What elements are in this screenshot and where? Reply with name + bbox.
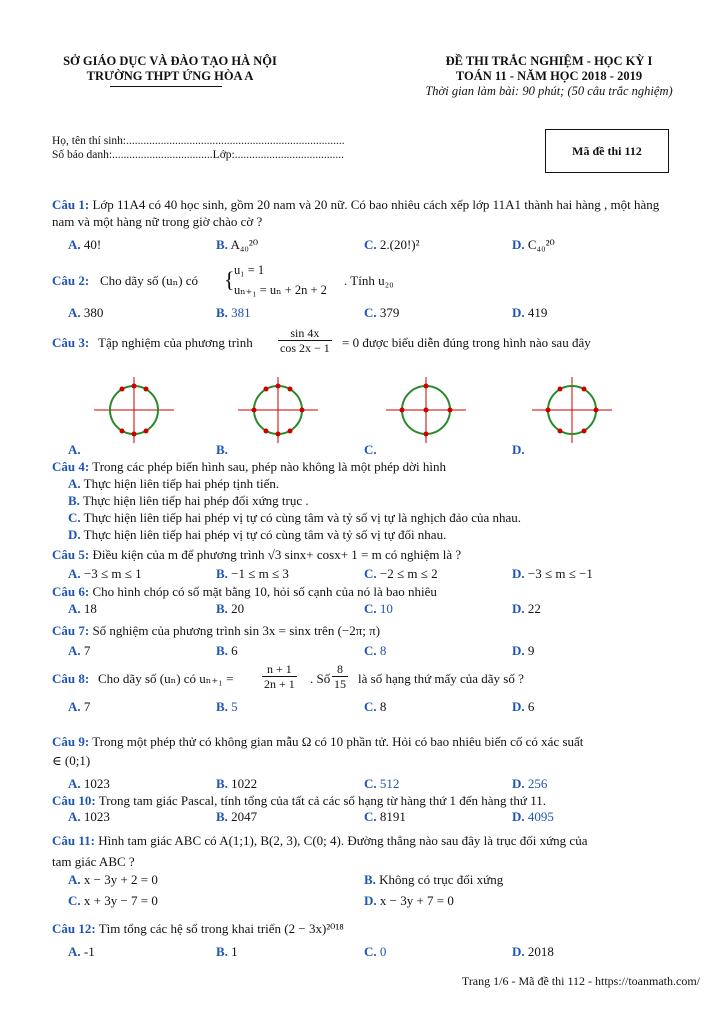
option-b[interactable]: B. xyxy=(216,442,228,457)
option-a[interactable]: A. 7 xyxy=(68,643,91,658)
option-d[interactable]: D. C₄₀²⁰ xyxy=(512,237,555,252)
option-a[interactable]: A. xyxy=(68,442,81,457)
question-label: Câu 11: xyxy=(52,833,95,848)
question-text: Tìm tổng các hệ số trong khai triển (2 − 3x)²⁰¹⁸ xyxy=(98,921,344,936)
option-a[interactable]: A. x − 3y + 2 = 0 xyxy=(68,872,158,887)
department-name: SỞ GIÁO DỤC VÀ ĐÀO TẠO HÀ NỘI xyxy=(63,54,277,68)
answers-2 xyxy=(68,305,678,323)
answers-4 xyxy=(68,475,521,543)
answers-5 xyxy=(68,566,678,584)
option-c[interactable]: C. 10 xyxy=(364,601,393,616)
option-b[interactable]: B. 381 xyxy=(216,305,251,320)
option-d[interactable]: D. Thực hiện liên tiếp hai phép vị tự có cùng tâm và tỷ số vị tự đối nhau. xyxy=(68,527,447,542)
question-text: Trong tam giác Pascal, tính tổng của tất cả các số hạng từ hàng thứ 1 đến hàng thứ 11. xyxy=(98,793,546,808)
student-id-line: Số báo danh:...................................Lớp:...................................... xyxy=(52,149,344,161)
exam-code: Mã đề thi 112 xyxy=(572,143,642,158)
question-label: Câu 3: xyxy=(52,335,90,350)
question-text: Cho hình chóp có số mặt bằng 10, hỏi số cạnh của nó là bao nhiêu xyxy=(92,584,437,599)
question-8 xyxy=(52,662,672,696)
option-a[interactable]: A. 18 xyxy=(68,601,97,616)
question-label: Câu 12: xyxy=(52,921,96,936)
option-d[interactable]: D. 4095 xyxy=(512,809,554,824)
option-b[interactable]: B. 20 xyxy=(216,601,245,616)
question-5 xyxy=(52,546,672,563)
question-label: Câu 7: xyxy=(52,623,90,638)
question-text: Lớp 11A4 có 40 học sinh, gồm 20 nam và 20 nữ. Có bao nhiêu cách xếp lớp 11A1 thành hai hàng , một hàng nam và một hàng nữ trong giờ chào cờ ? xyxy=(52,197,660,229)
question-text-2: . Tính u₂₀ xyxy=(344,273,394,288)
question-label: Câu 4: xyxy=(52,459,90,474)
option-a[interactable]: A. 7 xyxy=(68,699,91,714)
option-a[interactable]: A. 380 xyxy=(68,305,104,320)
fraction: $\frac{n + 1}{2n + 1}$ xyxy=(264,662,295,691)
school-name: TRƯỜNG THPT ỨNG HÒA A xyxy=(86,69,254,83)
option-c[interactable]: C. −2 ≤ m ≤ 2 xyxy=(364,566,438,581)
exam-duration: Thời gian làm bài: 90 phút; (50 câu trắc nghiệm) xyxy=(425,84,673,98)
question-11 xyxy=(52,832,672,849)
question-text: Trong các phép biến hình sau, phép nào không là một phép dời hình xyxy=(92,459,446,474)
answers-6 xyxy=(68,601,678,619)
question-7 xyxy=(52,622,672,639)
system-line-1: u₁ = 1 xyxy=(234,263,265,277)
option-d[interactable]: D. 22 xyxy=(512,601,541,616)
question-label: Câu 1: xyxy=(52,197,90,212)
fraction: $\frac{\sin 4x}{\cos 2x - 1}$ xyxy=(280,326,330,355)
option-d[interactable]: D. xyxy=(512,442,525,457)
question-1 xyxy=(52,196,672,230)
answers-10 xyxy=(68,809,678,827)
option-c[interactable]: C. xyxy=(364,442,377,457)
option-c[interactable]: C. 379 xyxy=(364,305,400,320)
question-text: Tập nghiệm của phương trình xyxy=(98,335,253,350)
option-c[interactable]: C. 512 xyxy=(364,776,400,791)
question-2 xyxy=(52,262,672,302)
option-c[interactable]: C. x + 3y − 7 = 0 xyxy=(68,893,158,908)
student-info xyxy=(52,134,345,162)
question-text-2: = 0 được biểu diễn đúng trong hình nào sau đây xyxy=(342,335,591,350)
exam-subject: TOÁN 11 - NĂM HỌC 2018 - 2019 xyxy=(455,69,643,83)
option-c[interactable]: C. Thực hiện liên tiếp hai phép vị tự có cùng tâm và tỷ số vị tự là nghịch đảo của nhau. xyxy=(68,510,522,525)
option-d[interactable]: D. 6 xyxy=(512,699,535,714)
answers-11-row2 xyxy=(68,893,678,911)
question-text: Số nghiệm của phương trình sin 3x = sinx trên (−2π; π) xyxy=(92,623,381,638)
option-c[interactable]: C. 0 xyxy=(364,944,387,959)
option-b[interactable]: B. 2047 xyxy=(216,809,258,824)
question-label: Câu 2: xyxy=(52,273,90,288)
option-c[interactable]: C. 8 xyxy=(364,699,387,714)
exam-header xyxy=(404,54,694,99)
question-text: Điều kiện của m để phương trình √3 sinx+ cosx+ 1 = m có nghiệm là ? xyxy=(92,547,462,562)
option-b[interactable]: B. 1022 xyxy=(216,776,258,791)
option-b[interactable]: B. 1 xyxy=(216,944,238,959)
option-b[interactable]: B. Thực hiện liên tiếp hai phép đối xứng trục . xyxy=(68,493,309,508)
school-header xyxy=(40,54,300,84)
option-d[interactable]: D. 419 xyxy=(512,305,548,320)
question-6 xyxy=(52,583,672,600)
option-c[interactable]: C. 2.(20!)² xyxy=(364,237,420,252)
exam-code-box xyxy=(545,129,669,173)
circle-figure-a[interactable] xyxy=(94,377,174,443)
option-a[interactable]: A. 40! xyxy=(68,237,102,252)
question-text: Cho dãy số (uₙ) có uₙ₊₁ = xyxy=(98,671,234,686)
question-label: Câu 6: xyxy=(52,584,90,599)
student-name-line: Họ, tên thí sinh:............................................................................ xyxy=(52,135,345,147)
question-label: Câu 8: xyxy=(52,671,90,686)
circle-figure-c[interactable] xyxy=(386,377,466,443)
option-b[interactable]: B. −1 ≤ m ≤ 3 xyxy=(216,566,289,581)
option-a[interactable]: A. 1023 xyxy=(68,776,110,791)
question-9-cont xyxy=(52,752,672,769)
question-label: Câu 10: xyxy=(52,793,96,808)
option-d[interactable]: D. x − 3y + 7 = 0 xyxy=(364,893,454,908)
option-d[interactable]: D. 256 xyxy=(512,776,548,791)
answers-1 xyxy=(68,237,678,255)
fraction-2: $\frac{8}{15}$ xyxy=(334,662,346,691)
option-a[interactable]: A. 1023 xyxy=(68,809,110,824)
option-c[interactable]: C. 8 xyxy=(364,643,387,658)
question-12 xyxy=(52,920,672,937)
question-3 xyxy=(52,326,672,360)
option-b[interactable]: B. 5 xyxy=(216,699,238,714)
answers-12 xyxy=(68,944,678,962)
answers-7 xyxy=(68,643,678,661)
question-label: Câu 5: xyxy=(52,547,90,562)
question-10 xyxy=(52,792,672,809)
option-d[interactable]: D. −3 ≤ m ≤ −1 xyxy=(512,566,593,581)
circle-figure-b[interactable] xyxy=(238,377,318,443)
question-text-2: ∈ (0;1) xyxy=(52,753,91,768)
system-line-2: uₙ₊₁ = uₙ + 2n + 2 xyxy=(234,283,327,297)
question-text: Cho dãy số (uₙ) có xyxy=(100,273,199,288)
question-text-2: . Số xyxy=(310,671,331,686)
exam-title: ĐỀ THI TRẮC NGHIỆM - HỌC KỲ I xyxy=(445,54,653,68)
option-b[interactable]: B. Không có trục đối xứng xyxy=(364,872,504,887)
option-c[interactable]: C. 8191 xyxy=(364,809,406,824)
question-text: Hình tam giác ABC có A(1;1), B(2, 3), C(0; 4). Đường thẳng nào sau đây là trục đối xứng của xyxy=(98,833,588,848)
option-d[interactable]: D. 2018 xyxy=(512,944,554,959)
option-b[interactable]: B. A₄₀²⁰ xyxy=(216,237,259,252)
question-text: Trong một phép thử có không gian mẫu Ω có 10 phần tử. Hỏi có bao nhiêu biến cố có xác suất xyxy=(92,734,584,749)
option-a[interactable]: A. -1 xyxy=(68,944,95,959)
header-underline xyxy=(110,86,222,87)
question-label: Câu 9: xyxy=(52,734,90,749)
answers-11-row1 xyxy=(68,872,678,890)
question-9 xyxy=(52,733,672,750)
question-text-2: tam giác ABC ? xyxy=(52,854,135,869)
option-a[interactable]: A. −3 ≤ m ≤ 1 xyxy=(68,566,142,581)
question-4 xyxy=(52,458,672,475)
question-text-3: là số hạng thứ mấy của dãy số ? xyxy=(358,671,524,686)
circle-figure-d[interactable] xyxy=(532,377,612,443)
page-footer: Trang 1/6 - Mã đề thi 112 - https://toanmath.com/ xyxy=(461,974,700,988)
brace: { xyxy=(224,267,235,292)
question-11-cont xyxy=(52,853,672,870)
option-a[interactable]: A. Thực hiện liên tiếp hai phép tịnh tiến. xyxy=(68,476,280,491)
answers-8 xyxy=(68,699,678,717)
option-d[interactable]: D. 9 xyxy=(512,643,535,658)
option-b[interactable]: B. 6 xyxy=(216,643,238,658)
